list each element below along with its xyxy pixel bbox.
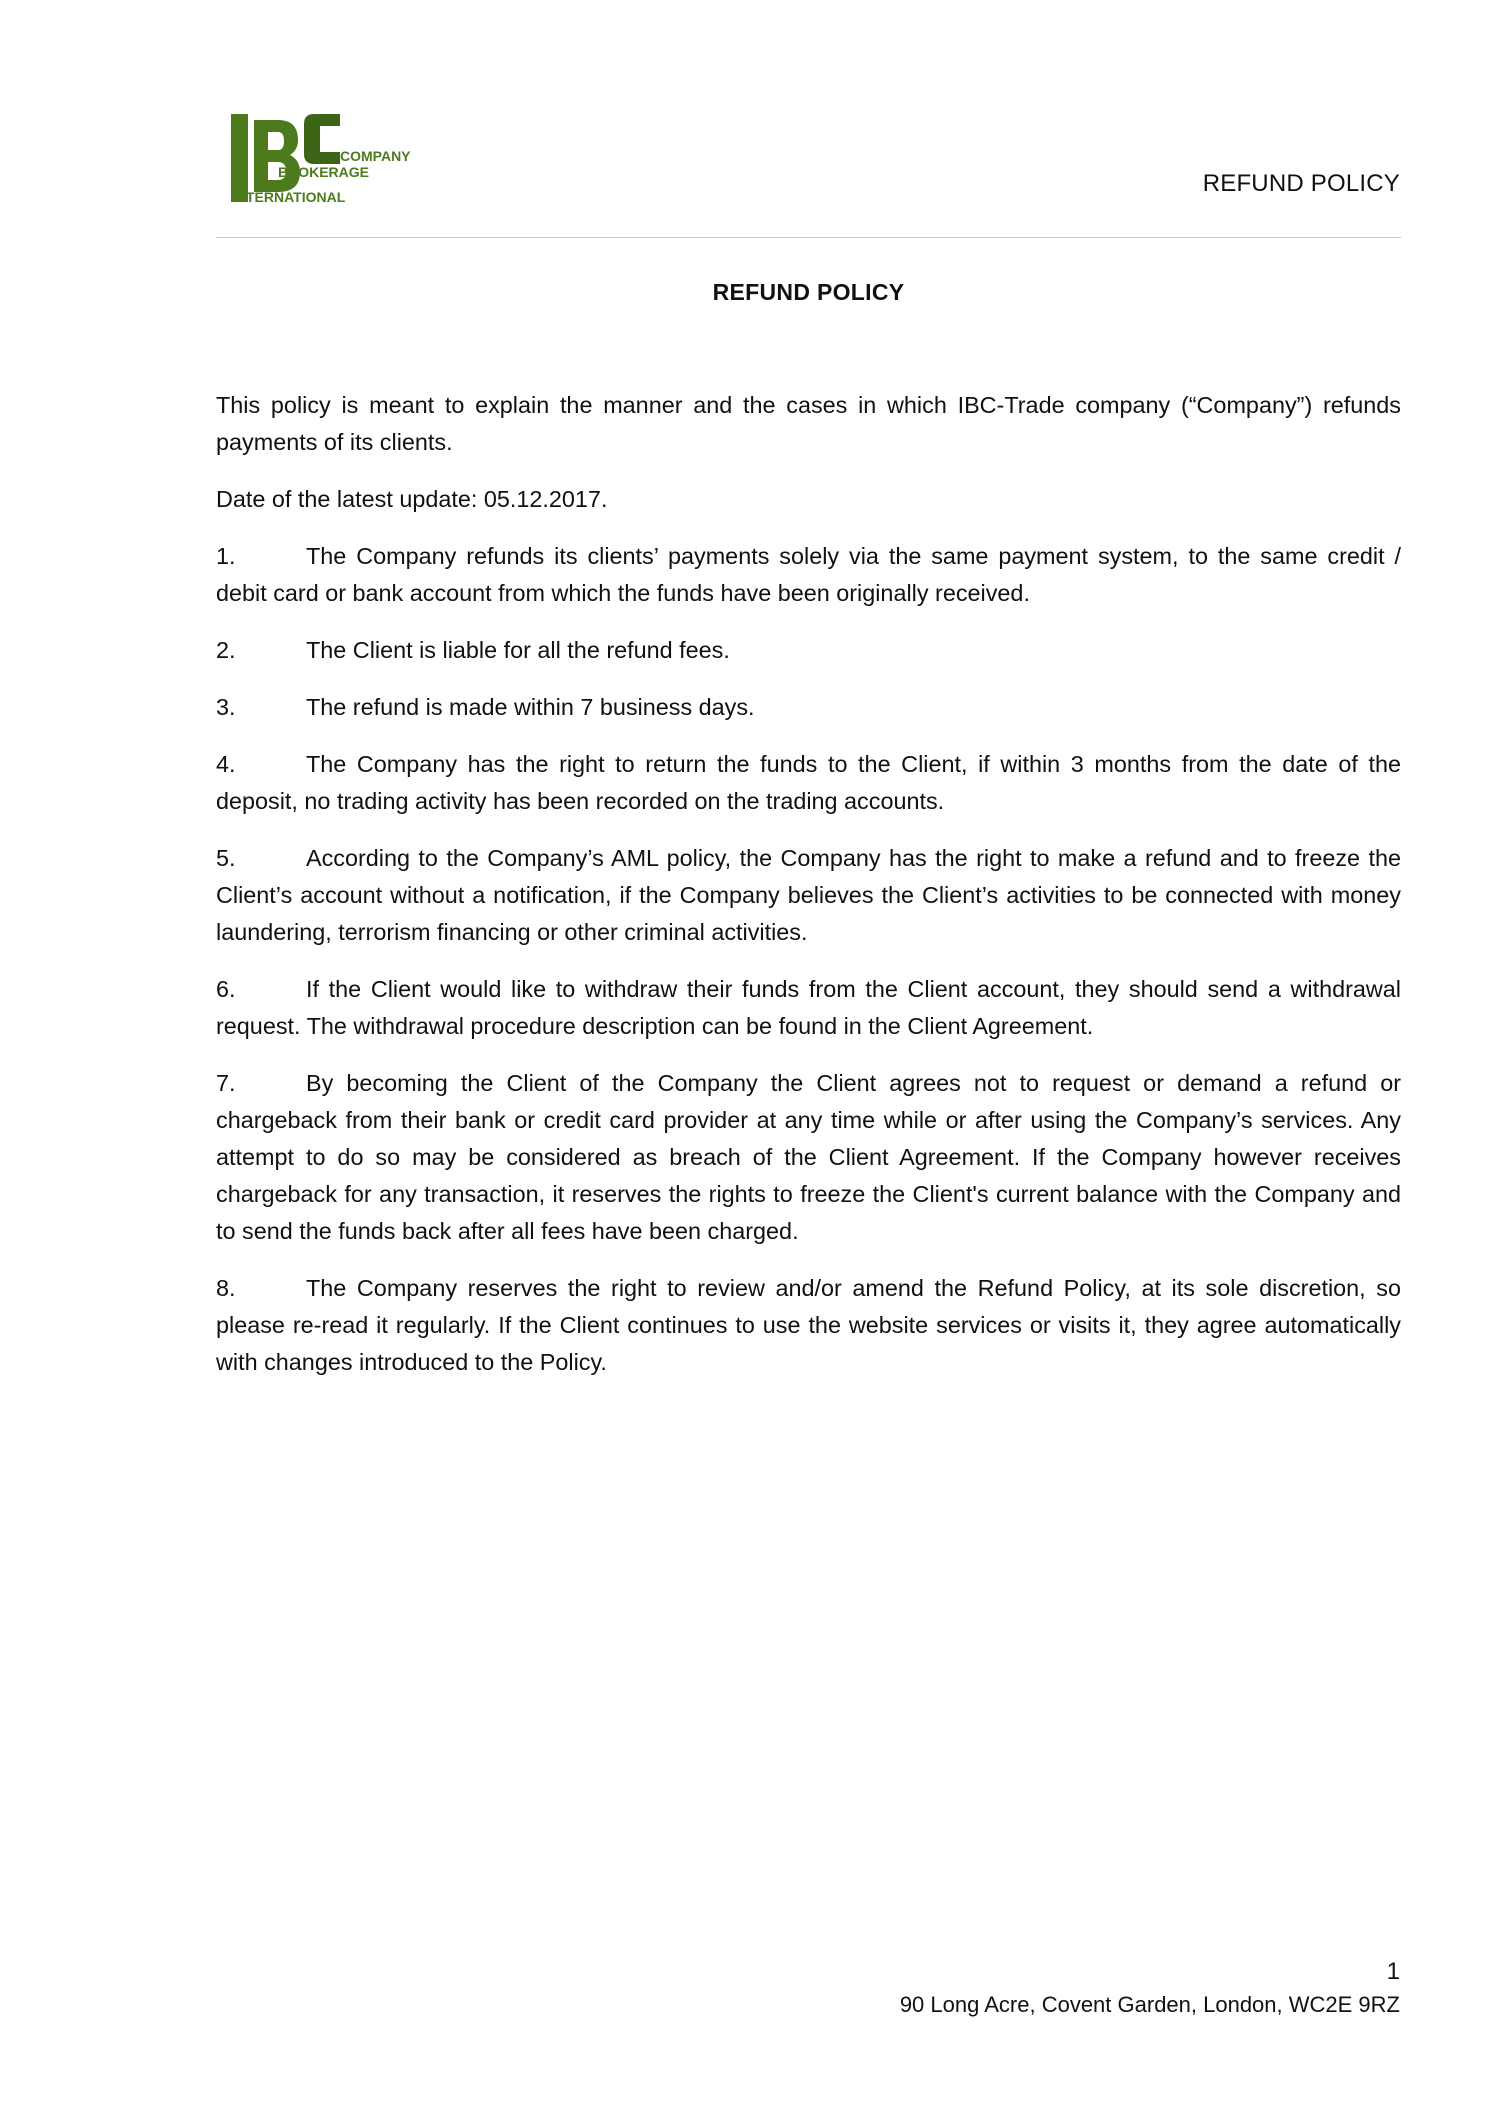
ibc-logo-graphic xyxy=(228,110,418,205)
item-text: According to the Company’s AML policy, the Company has the right to make a refund and to freeze the Client’s account without a notification, if the Company believes the Client’s activities to be connected with money laundering, terrorism financing or other criminal activities. xyxy=(216,845,1401,945)
footer-address: 90 Long Acre, Covent Garden, London, WC2E 9RZ xyxy=(899,1992,1400,2017)
item-text: The Client is liable for all the refund fees. xyxy=(306,637,730,663)
policy-item xyxy=(216,840,1401,951)
item-number: 6. xyxy=(216,976,236,1002)
policy-item xyxy=(216,632,1401,669)
item-number: 7. xyxy=(216,1070,236,1096)
logo-letter-b xyxy=(254,120,300,192)
page-number: 1 xyxy=(1386,1958,1400,1985)
item-text: The refund is made within 7 business days. xyxy=(306,694,755,720)
policy-item xyxy=(216,538,1401,612)
item-number: 3. xyxy=(216,694,236,720)
item-text: If the Client would like to withdraw their funds from the Client account, they should send a withdrawal request. The withdrawal procedure description can be found in the Client Agreement. xyxy=(216,976,1401,1039)
logo-line-company: COMPANY xyxy=(340,148,411,164)
date-line: Date of the latest update: 05.12.2017. xyxy=(216,486,608,512)
item-number: 4. xyxy=(216,751,236,777)
item-number: 1. xyxy=(216,543,236,569)
item-text: The Company reserves the right to review and/or amend the Refund Policy, at its sole discretion, so please re-read it regularly. If the Client continues to use the website services or visits it, they agree automatically with changes introduced to the Policy. xyxy=(216,1275,1401,1375)
logo-letter-c xyxy=(304,114,340,164)
policy-item xyxy=(216,746,1401,820)
item-text: The Company has the right to return the funds to the Client, if within 3 months from the date of the deposit, no trading activity has been recorded on the trading accounts. xyxy=(216,751,1401,814)
item-text: By becoming the Client of the Company the Client agrees not to request or demand a refund or chargeback from their bank or credit card provider at any time while or after using the Company’s services. Any attempt to do so may be considered as breach of the Client Agreement. If the Company however receives chargeback for any transaction, it reserves the rights to freeze the Client's current balance with the Company and to send the funds back after all fees have been charged. xyxy=(216,1070,1401,1244)
item-number: 5. xyxy=(216,845,236,871)
company-logo xyxy=(228,110,418,205)
header-title: REFUND POLICY xyxy=(1202,170,1400,197)
header-divider xyxy=(216,237,1401,238)
logo-line-brokerage: BROKERAGE xyxy=(278,164,370,180)
item-text: The Company refunds its clients’ payments solely via the same payment system, to the same credit / debit card or bank account from which the funds have been originally received. xyxy=(216,543,1401,606)
logo-line-international: INTERNATIONAL xyxy=(232,189,346,205)
policy-item xyxy=(216,1065,1401,1250)
intro-paragraph: This policy is meant to explain the manner and the cases in which IBC-Trade company (“Company”) refunds payments of its clients. xyxy=(216,392,1401,455)
policy-item xyxy=(216,689,1401,726)
policy-item xyxy=(216,1270,1401,1381)
item-number: 8. xyxy=(216,1275,236,1301)
document-title: REFUND POLICY xyxy=(712,279,905,305)
document-body xyxy=(216,387,1401,1401)
item-number: 2. xyxy=(216,637,236,663)
policy-item xyxy=(216,971,1401,1045)
